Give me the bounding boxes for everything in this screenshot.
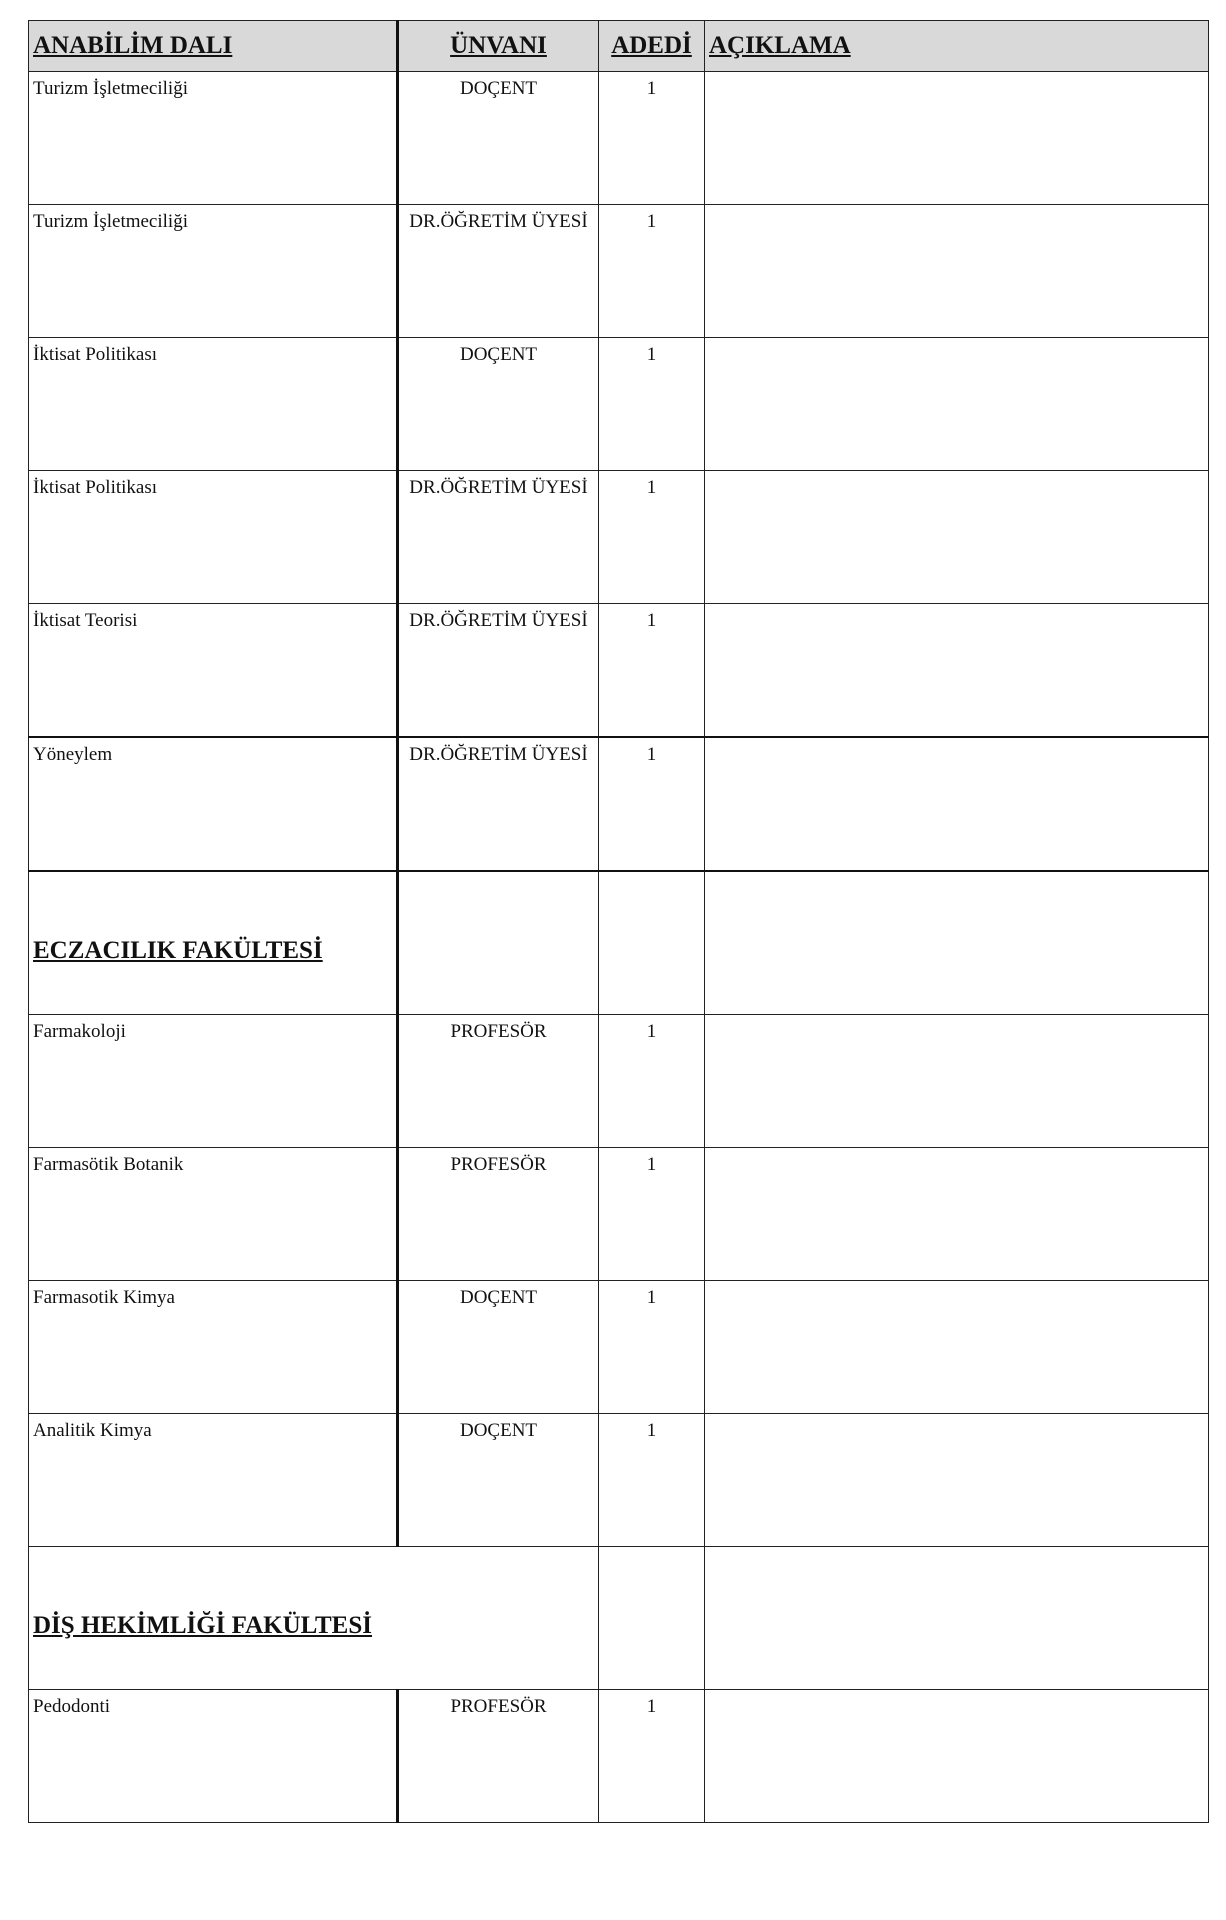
header-description: AÇIKLAMA	[705, 21, 1209, 72]
table-row	[29, 1414, 1209, 1547]
department-cell: İktisat Teorisi	[29, 604, 398, 738]
table-row	[29, 1281, 1209, 1414]
department-cell: İktisat Politikası	[29, 471, 398, 604]
table-row	[29, 1690, 1209, 1823]
description-cell	[705, 1015, 1209, 1148]
department-cell: Analitik Kimya	[29, 1414, 398, 1547]
section-empty-description	[705, 1547, 1209, 1690]
description-cell	[705, 338, 1209, 471]
section-heading: ECZACILIK FAKÜLTESİ	[29, 871, 398, 1015]
table-body	[29, 72, 1209, 1823]
table-row	[29, 338, 1209, 471]
count-cell: 1	[599, 1148, 705, 1281]
table-row	[29, 1148, 1209, 1281]
title-cell: DR.ÖĞRETİM ÜYESİ	[398, 737, 599, 871]
description-cell	[705, 1148, 1209, 1281]
department-cell: Turizm İşletmeciliği	[29, 205, 398, 338]
count-cell: 1	[599, 1281, 705, 1414]
title-cell: DR.ÖĞRETİM ÜYESİ	[398, 604, 599, 738]
staff-table-sheet	[28, 20, 1208, 1823]
description-cell	[705, 471, 1209, 604]
count-cell: 1	[599, 604, 705, 738]
department-cell: Farmakoloji	[29, 1015, 398, 1148]
title-cell: PROFESÖR	[398, 1015, 599, 1148]
description-cell	[705, 1414, 1209, 1547]
header-department: ANABİLİM DALI	[29, 21, 398, 72]
description-cell	[705, 72, 1209, 205]
department-cell: Farmasötik Botanik	[29, 1148, 398, 1281]
section-empty-count	[599, 1547, 705, 1690]
department-cell: Pedodonti	[29, 1690, 398, 1823]
staff-table	[28, 20, 1209, 1823]
department-cell: Farmasotik Kimya	[29, 1281, 398, 1414]
count-cell: 1	[599, 205, 705, 338]
count-cell: 1	[599, 338, 705, 471]
count-cell: 1	[599, 72, 705, 205]
header-count: ADEDİ	[599, 21, 705, 72]
title-cell: DOÇENT	[398, 1414, 599, 1547]
description-cell	[705, 604, 1209, 738]
section-empty-count	[599, 871, 705, 1015]
title-cell: PROFESÖR	[398, 1690, 599, 1823]
description-cell	[705, 1690, 1209, 1823]
count-cell: 1	[599, 471, 705, 604]
section-empty-title	[398, 871, 599, 1015]
table-row	[29, 72, 1209, 205]
count-cell: 1	[599, 737, 705, 871]
count-cell: 1	[599, 1015, 705, 1148]
count-cell: 1	[599, 1690, 705, 1823]
header-title: ÜNVANI	[398, 21, 599, 72]
table-row	[29, 1015, 1209, 1148]
title-cell: DOÇENT	[398, 72, 599, 205]
table-row	[29, 737, 1209, 871]
title-cell: PROFESÖR	[398, 1148, 599, 1281]
title-cell: DR.ÖĞRETİM ÜYESİ	[398, 471, 599, 604]
table-header-row	[29, 21, 1209, 72]
description-cell	[705, 737, 1209, 871]
table-row	[29, 604, 1209, 738]
section-row	[29, 1547, 1209, 1690]
description-cell	[705, 1281, 1209, 1414]
section-heading: DİŞ HEKİMLİĞİ FAKÜLTESİ	[29, 1547, 599, 1690]
department-cell: Turizm İşletmeciliği	[29, 72, 398, 205]
department-cell: İktisat Politikası	[29, 338, 398, 471]
title-cell: DOÇENT	[398, 338, 599, 471]
count-cell: 1	[599, 1414, 705, 1547]
title-cell: DR.ÖĞRETİM ÜYESİ	[398, 205, 599, 338]
description-cell	[705, 205, 1209, 338]
table-row	[29, 471, 1209, 604]
title-cell: DOÇENT	[398, 1281, 599, 1414]
section-empty-description	[705, 871, 1209, 1015]
department-cell: Yöneylem	[29, 737, 398, 871]
section-row	[29, 871, 1209, 1015]
table-row	[29, 205, 1209, 338]
